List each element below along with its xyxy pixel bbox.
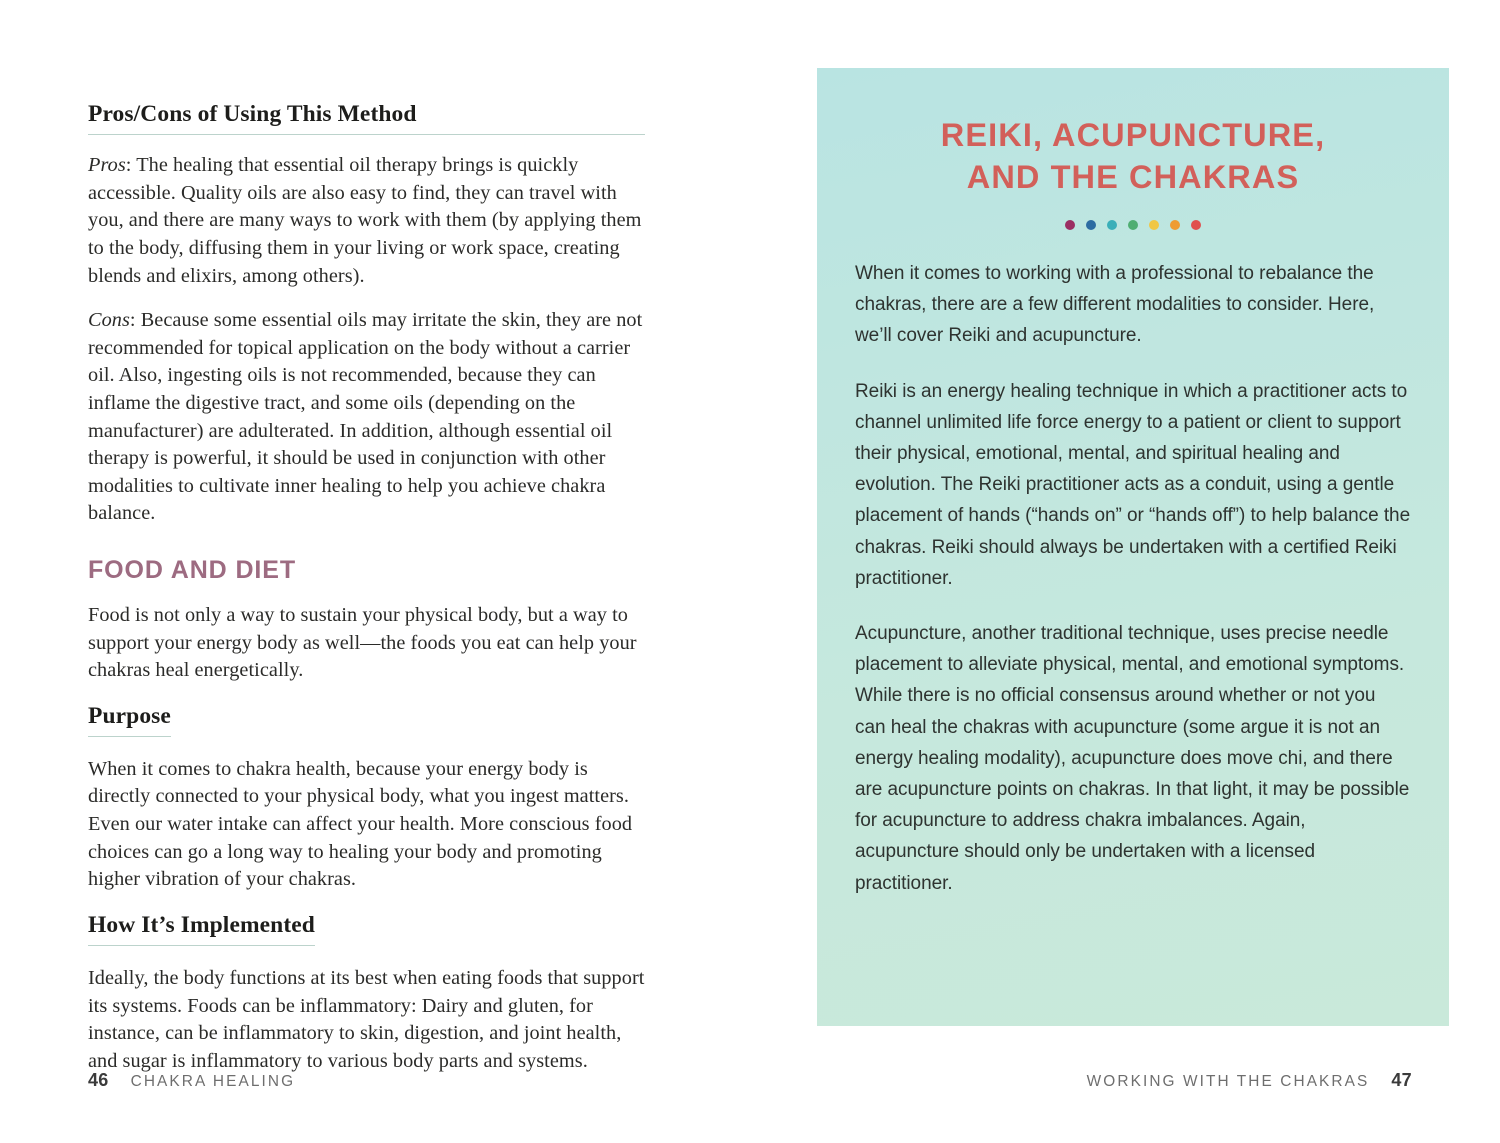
page-number-left: 46 — [88, 1070, 109, 1090]
heading-purpose: Purpose — [88, 702, 171, 737]
heart-chakra-dot — [1128, 220, 1138, 230]
panel-paragraph-intro: When it comes to working with a professional to rebalance the chakras, there are a few different modalities to consider. Here, we’ll cover Reiki and acupuncture. — [855, 263, 1375, 347]
running-head-right: WORKING WITH THE CHAKRAS — [1086, 1073, 1370, 1090]
panel-paragraph-reiki: Reiki is an energy healing technique in which a practitioner acts to channel unlimited life force energy to a patient or client to support their physical, emotional, mental, and spiritual healing and evolution. The Reiki practitioner acts as a conduit, using a gentle placement of hands (“hands on” or “hands off”) to help balance the chakras. Reiki should always be undertaken with a certified Reiki practitioner. — [855, 380, 1411, 589]
left-page-text-column — [88, 100, 645, 1092]
left-page-footer — [88, 1070, 295, 1091]
pros-label: Pros — [88, 154, 126, 177]
solar-plexus-chakra-dot — [1149, 220, 1159, 230]
page-number-right: 47 — [1391, 1070, 1412, 1090]
panel-paragraph-acupuncture: Acupuncture, another traditional technique, uses precise needle placement to alleviate physical, mental, and emotional symptoms. While there is no official consensus around whether or not you can heal the chakras with acupuncture (some argue it is not an energy healing modality), acupuncture does move chi, and there are acupuncture points on chakras. In that light, it may be possible for acupuncture to address chakra imbalances. Again, acupuncture should only be undertaken with a licensed practitioner. — [855, 623, 1410, 894]
heading-pros-cons: Pros/Cons of Using This Method — [88, 100, 645, 135]
chakra-dots-divider — [855, 220, 1411, 230]
third-eye-chakra-dot — [1086, 220, 1096, 230]
sacral-chakra-dot — [1170, 220, 1180, 230]
heading-how-its-implemented-wrap — [88, 911, 645, 949]
throat-chakra-dot — [1107, 220, 1117, 230]
running-head-left: CHAKRA HEALING — [130, 1073, 296, 1090]
paragraph-implemented: Ideally, the body functions at its best when eating foods that support its systems. Foods can be inflammatory: Dairy and gluten, for instance, can be inflammatory to skin, digestion, and joint health, and sugar is inflammatory to various body parts and systems. — [88, 967, 645, 1072]
crown-chakra-dot — [1065, 220, 1075, 230]
panel-title-line-1: REIKI, ACUPUNCTURE, — [940, 117, 1326, 153]
section-heading-food-and-diet: FOOD AND DIET — [88, 555, 296, 584]
right-page — [750, 0, 1500, 1143]
panel-title — [865, 114, 1401, 198]
heading-pros-cons-wrap — [88, 100, 645, 135]
paragraph-pros — [88, 152, 645, 290]
pros-text: : The healing that essential oil therapy brings is quickly accessible. Quality oils are also easy to find, they can travel with you, and there are many ways to work with them (by applying them to the body, diffusing them in your living or work space, creating blends and elixirs, among others). — [88, 154, 642, 287]
paragraph-purpose: When it comes to chakra health, because your energy body is directly connected to your physical body, what you ingest matters. Even our water intake can affect your health. More conscious food choices can go a long way to healing your body and promoting higher vibration of your chakras. — [88, 757, 633, 891]
paragraph-cons — [88, 307, 645, 528]
right-page-footer — [1087, 1070, 1412, 1091]
sidebar-panel-reiki-acupuncture — [817, 68, 1449, 1026]
paragraph-food: Food is not only a way to sustain your physical body, but a way to support your energy body as well—the foods you eat can help your chakras heal energetically. — [88, 603, 637, 682]
panel-title-line-2: AND THE CHAKRAS — [966, 159, 1300, 195]
cons-text: : Because some essential oils may irritate the skin, they are not recommended for topical application on the body without a carrier oil. Also, ingesting oils is not recommended, because they can inflame the digestive tract, and some oils (depending on the manufacturer) are adulterated. In addition, although essential oil therapy is powerful, it should be used in conjunction with other modalities to cultivate inner healing to help you achieve chakra balance. — [88, 309, 643, 525]
heading-how-its-implemented: How It’s Implemented — [88, 911, 315, 946]
root-chakra-dot — [1191, 220, 1201, 230]
cons-label: Cons — [88, 309, 130, 332]
heading-purpose-wrap — [88, 702, 645, 740]
